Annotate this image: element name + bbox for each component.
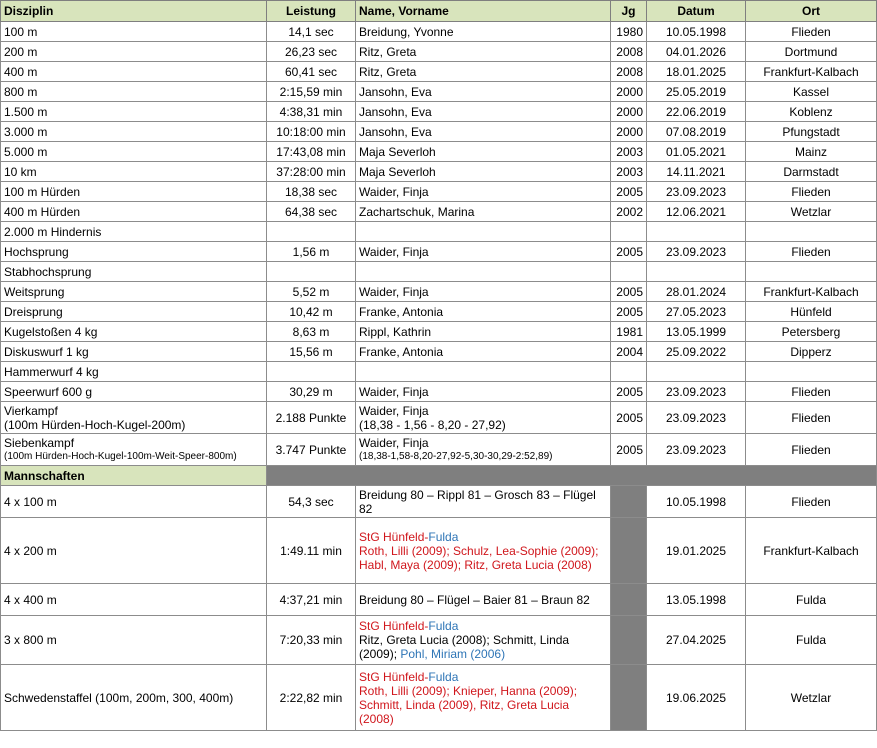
cell-leistung (267, 262, 356, 282)
cell-leistung: 2:22,82 min (267, 665, 356, 731)
section-title: Mannschaften (1, 466, 267, 486)
cell-disziplin: 4 x 400 m (1, 584, 267, 616)
cell-leistung: 1,56 m (267, 242, 356, 262)
cell-disziplin: Vierkampf (100m Hürden-Hoch-Kugel-200m) (1, 402, 267, 434)
header-datum: Datum (647, 1, 746, 22)
cell-ort: Flieden (746, 182, 877, 202)
header-ort: Ort (746, 1, 877, 22)
cell-disziplin: Speerwurf 600 g (1, 382, 267, 402)
cell-disziplin: Dreisprung (1, 302, 267, 322)
cell-jg: 2003 (611, 162, 647, 182)
cell-ort: Flieden (746, 22, 877, 42)
club-name: StG Hünfeld-Fulda (359, 669, 459, 684)
cell-jg: 1981 (611, 322, 647, 342)
cell-name: StG Hünfeld-Fulda Roth, Lilli (2009); Knieper, Hanna (2009); Schmitt, Linda (2009), Ritz, Greta Lucia (2008) (356, 665, 611, 731)
table-row (1, 262, 877, 282)
cell-datum: 28.01.2024 (647, 282, 746, 302)
cell-ort (746, 262, 877, 282)
cell-leistung (267, 362, 356, 382)
cell-disziplin: 400 m Hürden (1, 202, 267, 222)
cell-ort: Frankfurt-Kalbach (746, 282, 877, 302)
cell-name: StG Hünfeld-Fulda Ritz, Greta Lucia (2008); Schmitt, Linda (2009); Pohl, Miriam (2006) (356, 616, 611, 665)
cell-ort: Hünfeld (746, 302, 877, 322)
cell-leistung: 4:37,21 min (267, 584, 356, 616)
cell-ort: Dortmund (746, 42, 877, 62)
cell-name: Rippl, Kathrin (356, 322, 611, 342)
cell-disziplin: 3.000 m (1, 122, 267, 142)
cell-ort (746, 222, 877, 242)
table-row (1, 382, 877, 402)
cell-name (356, 362, 611, 382)
cell-datum: 25.05.2019 (647, 82, 746, 102)
team-row (1, 616, 877, 665)
cell-leistung: 10,42 m (267, 302, 356, 322)
cell-leistung: 10:18:00 min (267, 122, 356, 142)
cell-leistung: 15,56 m (267, 342, 356, 362)
table-row (1, 202, 877, 222)
cell-ort: Koblenz (746, 102, 877, 122)
cell-disziplin: Kugelstoßen 4 kg (1, 322, 267, 342)
header-disziplin: Disziplin (1, 1, 267, 22)
cell-name: Waider, Finja (356, 382, 611, 402)
cell-name: Jansohn, Eva (356, 82, 611, 102)
team-row (1, 518, 877, 584)
cell-ort: Frankfurt-Kalbach (746, 62, 877, 82)
club-name: StG Hünfeld-Fulda (359, 529, 459, 544)
cell-disziplin: Schwedenstaffel (100m, 200m, 300, 400m) (1, 665, 267, 731)
cell-name: Franke, Antonia (356, 342, 611, 362)
section-gray-bar (267, 466, 877, 486)
cell-datum: 23.09.2023 (647, 382, 746, 402)
cell-disziplin: Diskuswurf 1 kg (1, 342, 267, 362)
cell-name (356, 262, 611, 282)
cell-ort: Mainz (746, 142, 877, 162)
cell-leistung (267, 222, 356, 242)
table-row (1, 302, 877, 322)
table-row-vierkampf (1, 402, 877, 434)
table-row (1, 122, 877, 142)
cell-leistung: 30,29 m (267, 382, 356, 402)
header-leistung: Leistung (267, 1, 356, 22)
cell-leistung: 60,41 sec (267, 62, 356, 82)
cell-disziplin: Weitsprung (1, 282, 267, 302)
section-header-mannschaften (1, 466, 877, 486)
cell-name: Jansohn, Eva (356, 102, 611, 122)
cell-jg-blank (611, 518, 647, 584)
cell-jg-blank (611, 486, 647, 518)
cell-jg: 2004 (611, 342, 647, 362)
cell-disziplin: 100 m (1, 22, 267, 42)
cell-jg: 2005 (611, 382, 647, 402)
cell-ort: Frankfurt-Kalbach (746, 518, 877, 584)
cell-disziplin: Siebenkampf (100m Hürden-Hoch-Kugel-100m-Weit-Speer-800m) (1, 434, 267, 466)
cell-leistung: 1:49.11 min (267, 518, 356, 584)
cell-leistung: 64,38 sec (267, 202, 356, 222)
cell-datum (647, 262, 746, 282)
cell-disziplin: 400 m (1, 62, 267, 82)
table-row (1, 142, 877, 162)
cell-name: Jansohn, Eva (356, 122, 611, 142)
individual-records (1, 22, 877, 731)
cell-jg: 2002 (611, 202, 647, 222)
cell-leistung: 37:28:00 min (267, 162, 356, 182)
cell-ort: Fulda (746, 584, 877, 616)
table-row-siebenkampf (1, 434, 877, 466)
cell-ort: Wetzlar (746, 665, 877, 731)
header-jg: Jg (611, 1, 647, 22)
cell-datum (647, 222, 746, 242)
cell-jg: 2005 (611, 242, 647, 262)
cell-leistung: 54,3 sec (267, 486, 356, 518)
team-row (1, 665, 877, 731)
cell-disziplin: 5.000 m (1, 142, 267, 162)
cell-jg: 2008 (611, 42, 647, 62)
cell-datum: 23.09.2023 (647, 402, 746, 434)
cell-jg: 2000 (611, 122, 647, 142)
cell-disziplin: Hammerwurf 4 kg (1, 362, 267, 382)
cell-name: Franke, Antonia (356, 302, 611, 322)
cell-datum: 14.11.2021 (647, 162, 746, 182)
cell-datum: 13.05.1998 (647, 584, 746, 616)
cell-jg-blank (611, 665, 647, 731)
cell-name: Zachartschuk, Marina (356, 202, 611, 222)
header-row (1, 1, 877, 22)
cell-disziplin: 10 km (1, 162, 267, 182)
cell-datum: 18.01.2025 (647, 62, 746, 82)
cell-datum: 27.05.2023 (647, 302, 746, 322)
table-row (1, 162, 877, 182)
cell-ort: Fulda (746, 616, 877, 665)
cell-datum: 12.06.2021 (647, 202, 746, 222)
cell-datum: 19.01.2025 (647, 518, 746, 584)
cell-leistung: 8,63 m (267, 322, 356, 342)
cell-jg (611, 362, 647, 382)
cell-disziplin: Stabhochsprung (1, 262, 267, 282)
team-row (1, 486, 877, 518)
cell-name: Ritz, Greta (356, 42, 611, 62)
cell-name: Maja Severloh (356, 162, 611, 182)
cell-ort: Darmstadt (746, 162, 877, 182)
cell-datum (647, 362, 746, 382)
cell-disziplin: Hochsprung (1, 242, 267, 262)
cell-leistung: 18,38 sec (267, 182, 356, 202)
cell-datum: 27.04.2025 (647, 616, 746, 665)
cell-datum: 10.05.1998 (647, 486, 746, 518)
table-row (1, 322, 877, 342)
table-row (1, 242, 877, 262)
cell-datum: 23.09.2023 (647, 242, 746, 262)
cell-datum: 13.05.1999 (647, 322, 746, 342)
table-row (1, 62, 877, 82)
cell-ort: Flieden (746, 434, 877, 466)
cell-leistung: 7:20,33 min (267, 616, 356, 665)
cell-ort: Kassel (746, 82, 877, 102)
cell-jg: 2008 (611, 62, 647, 82)
cell-datum: 23.09.2023 (647, 182, 746, 202)
cell-jg: 2005 (611, 282, 647, 302)
cell-jg: 2005 (611, 182, 647, 202)
cell-jg (611, 262, 647, 282)
cell-leistung: 5,52 m (267, 282, 356, 302)
cell-datum: 07.08.2019 (647, 122, 746, 142)
cell-leistung: 26,23 sec (267, 42, 356, 62)
table-row (1, 282, 877, 302)
cell-ort: Pfungstadt (746, 122, 877, 142)
cell-disziplin: 200 m (1, 42, 267, 62)
cell-name: Maja Severloh (356, 142, 611, 162)
cell-leistung: 17:43,08 min (267, 142, 356, 162)
table-row (1, 342, 877, 362)
cell-ort (746, 362, 877, 382)
cell-disziplin: 4 x 200 m (1, 518, 267, 584)
table-row (1, 102, 877, 122)
cell-jg: 2000 (611, 102, 647, 122)
cell-name: Waider, Finja (356, 282, 611, 302)
table-row (1, 82, 877, 102)
cell-name: Waider, Finja (18,38 - 1,56 - 8,20 - 27,92) (356, 402, 611, 434)
cell-ort: Flieden (746, 402, 877, 434)
cell-name: Breidung 80 – Flügel – Baier 81 – Braun 82 (356, 584, 611, 616)
cell-jg-blank (611, 616, 647, 665)
cell-datum: 19.06.2025 (647, 665, 746, 731)
cell-name: StG Hünfeld-Fulda Roth, Lilli (2009); Schulz, Lea-Sophie (2009); Habl, Maya (2009); Ritz, Greta Lucia (2008) (356, 518, 611, 584)
cell-disziplin: 1.500 m (1, 102, 267, 122)
cell-name: Breidung, Yvonne (356, 22, 611, 42)
cell-datum: 23.09.2023 (647, 434, 746, 466)
club-name: StG Hünfeld-Fulda (359, 619, 459, 633)
team-row (1, 584, 877, 616)
cell-disziplin: 4 x 100 m (1, 486, 267, 518)
cell-ort: Flieden (746, 486, 877, 518)
cell-leistung: 14,1 sec (267, 22, 356, 42)
table-row (1, 222, 877, 242)
cell-disziplin: 2.000 m Hindernis (1, 222, 267, 242)
cell-datum: 10.05.1998 (647, 22, 746, 42)
cell-jg: 1980 (611, 22, 647, 42)
table-row (1, 22, 877, 42)
cell-disziplin: 3 x 800 m (1, 616, 267, 665)
cell-datum: 22.06.2019 (647, 102, 746, 122)
cell-jg: 2000 (611, 82, 647, 102)
cell-name: Ritz, Greta (356, 62, 611, 82)
cell-name: Breidung 80 – Rippl 81 – Grosch 83 – Flügel 82 (356, 486, 611, 518)
cell-name: Waider, Finja (18,38-1,58-8,20-27,92-5,30-30,29-2:52,89) (356, 434, 611, 466)
cell-datum: 04.01.2026 (647, 42, 746, 62)
cell-jg: 2005 (611, 434, 647, 466)
cell-leistung: 4:38,31 min (267, 102, 356, 122)
cell-jg: 2005 (611, 402, 647, 434)
cell-name: Waider, Finja (356, 182, 611, 202)
cell-disziplin: 100 m Hürden (1, 182, 267, 202)
cell-name (356, 222, 611, 242)
cell-jg (611, 222, 647, 242)
cell-ort: Flieden (746, 242, 877, 262)
cell-ort: Flieden (746, 382, 877, 402)
cell-ort: Petersberg (746, 322, 877, 342)
cell-ort: Dipperz (746, 342, 877, 362)
cell-jg: 2005 (611, 302, 647, 322)
cell-jg: 2003 (611, 142, 647, 162)
cell-leistung: 2.188 Punkte (267, 402, 356, 434)
cell-datum: 25.09.2022 (647, 342, 746, 362)
cell-datum: 01.05.2021 (647, 142, 746, 162)
table-row (1, 42, 877, 62)
cell-ort: Wetzlar (746, 202, 877, 222)
cell-leistung: 2:15,59 min (267, 82, 356, 102)
header-name: Name, Vorname (356, 1, 611, 22)
cell-leistung: 3.747 Punkte (267, 434, 356, 466)
cell-disziplin: 800 m (1, 82, 267, 102)
cell-name: Waider, Finja (356, 242, 611, 262)
cell-jg-blank (611, 584, 647, 616)
table-row (1, 362, 877, 382)
table-row (1, 182, 877, 202)
